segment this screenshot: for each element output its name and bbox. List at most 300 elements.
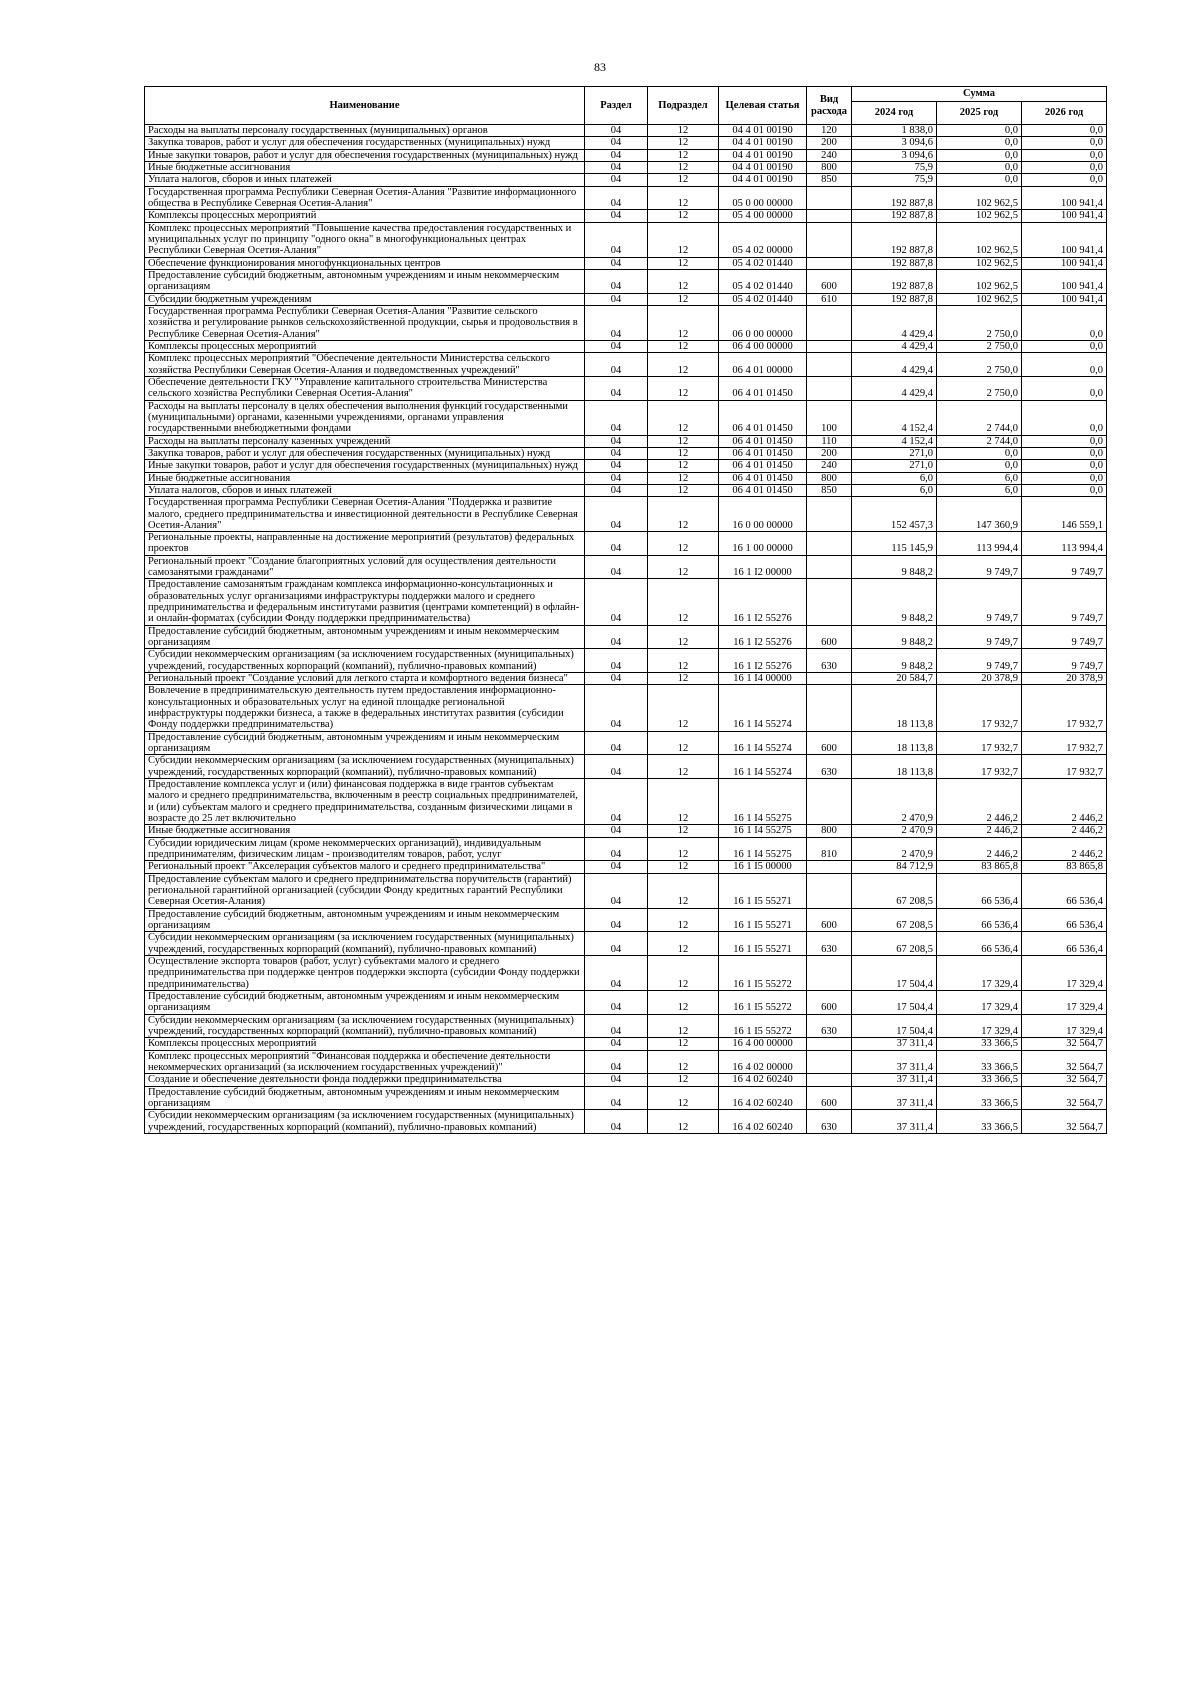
cell-vid-rashoda [807,955,852,990]
cell-2026: 0,0 [1022,353,1107,377]
cell-podrazdel: 12 [648,955,719,990]
cell-razdel: 04 [585,955,648,990]
cell-celevaya-statya: 16 4 02 60240 [719,1074,807,1086]
table-row [145,673,1107,685]
cell-celevaya-statya: 16 1 I2 55276 [719,649,807,673]
cell-celevaya-statya: 05 4 02 01440 [719,269,807,293]
cell-2026: 32 564,7 [1022,1074,1107,1086]
cell-vid-rashoda [807,305,852,340]
cell-vid-rashoda: 200 [807,447,852,459]
cell-2024: 18 113,8 [852,685,937,731]
cell-podrazdel: 12 [648,861,719,873]
cell-razdel: 04 [585,293,648,305]
cell-2024: 192 887,8 [852,293,937,305]
cell-2025: 66 536,4 [937,908,1022,932]
cell-podrazdel: 12 [648,990,719,1014]
cell-podrazdel: 12 [648,222,719,257]
cell-2025: 66 536,4 [937,932,1022,956]
cell-name: Обеспечение деятельности ГКУ "Управление капитального строительства Министерства сельского хозяйства Республики Северная Осетия-Алания" [145,376,585,400]
cell-razdel: 04 [585,305,648,340]
cell-vid-rashoda [807,873,852,908]
cell-celevaya-statya: 06 4 01 01450 [719,435,807,447]
cell-2024: 18 113,8 [852,731,937,755]
cell-name: Расходы на выплаты персоналу государственных (муниципальных) органов [145,125,585,137]
cell-podrazdel: 12 [648,673,719,685]
table-row [145,532,1107,556]
cell-podrazdel: 12 [648,400,719,435]
cell-2024: 75,9 [852,174,937,186]
cell-razdel: 04 [585,555,648,579]
table-row [145,837,1107,861]
cell-podrazdel: 12 [648,125,719,137]
cell-celevaya-statya: 16 1 I4 55275 [719,825,807,837]
cell-vid-rashoda [807,353,852,377]
cell-celevaya-statya: 05 0 00 00000 [719,186,807,210]
cell-razdel: 04 [585,125,648,137]
cell-2024: 17 504,4 [852,990,937,1014]
cell-celevaya-statya: 06 4 01 01450 [719,472,807,484]
cell-2026: 0,0 [1022,305,1107,340]
cell-podrazdel: 12 [648,257,719,269]
cell-2026: 0,0 [1022,460,1107,472]
cell-2025: 0,0 [937,460,1022,472]
cell-name: Иные закупки товаров, работ и услуг для обеспечения государственных (муниципальных) нужд [145,460,585,472]
cell-2026: 0,0 [1022,340,1107,352]
cell-2024: 192 887,8 [852,186,937,210]
cell-2025: 2 446,2 [937,779,1022,825]
table-row [145,932,1107,956]
cell-vid-rashoda: 600 [807,731,852,755]
cell-2026: 146 559,1 [1022,497,1107,532]
cell-celevaya-statya: 05 4 02 01440 [719,257,807,269]
cell-celevaya-statya: 16 1 I5 55272 [719,1014,807,1038]
cell-podrazdel: 12 [648,1074,719,1086]
cell-celevaya-statya: 16 1 I2 00000 [719,555,807,579]
cell-2026: 0,0 [1022,484,1107,496]
cell-2026: 20 378,9 [1022,673,1107,685]
cell-name: Предоставление субъектам малого и среднего предпринимательства поручительств (гарантий) региональной гарантийной организацией (субсидии Фонду кредитных гарантий Республики Северная Осетия-Алания) [145,873,585,908]
table-row [145,825,1107,837]
cell-2025: 2 750,0 [937,340,1022,352]
cell-vid-rashoda [807,555,852,579]
cell-vid-rashoda: 600 [807,990,852,1014]
cell-2024: 20 584,7 [852,673,937,685]
cell-name: Предоставление субсидий бюджетным, автономным учреждениям и иным некоммерческим организациям [145,731,585,755]
cell-vid-rashoda [807,1050,852,1074]
cell-2026: 0,0 [1022,125,1107,137]
cell-name: Региональный проект "Акселерация субъектов малого и среднего предпринимательства" [145,861,585,873]
cell-2026: 17 932,7 [1022,685,1107,731]
cell-name: Субсидии юридическим лицам (кроме некоммерческих организаций), индивидуальным предпринимателям, физическим лицам - производителям товаров, работ, услуг [145,837,585,861]
cell-2025: 33 366,5 [937,1110,1022,1134]
cell-name: Региональные проекты, направленные на достижение мероприятий (результатов) федеральных проектов [145,532,585,556]
cell-name: Государственная программа Республики Северная Осетия-Алания "Развитие сельского хозяйства и регулирование рынков сельскохозяйственной продукции, сырья и продовольствия в Республике Северная Осетия-Алания" [145,305,585,340]
table-row [145,779,1107,825]
table-row [145,497,1107,532]
cell-razdel: 04 [585,1038,648,1050]
cell-vid-rashoda [807,222,852,257]
cell-name: Предоставление субсидий бюджетным, автономным учреждениям и иным некоммерческим организациям [145,908,585,932]
cell-2024: 4 429,4 [852,353,937,377]
cell-celevaya-statya: 04 4 01 00190 [719,161,807,173]
cell-2024: 271,0 [852,460,937,472]
cell-podrazdel: 12 [648,825,719,837]
cell-2025: 2 750,0 [937,353,1022,377]
cell-2026: 32 564,7 [1022,1038,1107,1050]
cell-celevaya-statya: 16 1 I5 55272 [719,955,807,990]
cell-celevaya-statya: 16 1 I5 55272 [719,990,807,1014]
cell-2024: 75,9 [852,161,937,173]
cell-2025: 147 360,9 [937,497,1022,532]
cell-vid-rashoda: 240 [807,149,852,161]
cell-celevaya-statya: 06 4 01 01450 [719,400,807,435]
cell-celevaya-statya: 06 4 01 01450 [719,460,807,472]
cell-2025: 2 744,0 [937,435,1022,447]
cell-2026: 0,0 [1022,400,1107,435]
cell-name: Расходы на выплаты персоналу казенных учреждений [145,435,585,447]
cell-2024: 67 208,5 [852,932,937,956]
cell-vid-rashoda [807,1038,852,1050]
cell-podrazdel: 12 [648,460,719,472]
cell-razdel: 04 [585,1086,648,1110]
cell-vid-rashoda [807,532,852,556]
cell-2024: 2 470,9 [852,837,937,861]
cell-2025: 2 446,2 [937,825,1022,837]
table-row [145,861,1107,873]
cell-vid-rashoda: 610 [807,293,852,305]
cell-2025: 33 366,5 [937,1086,1022,1110]
cell-celevaya-statya: 16 1 I5 55271 [719,873,807,908]
cell-razdel: 04 [585,447,648,459]
cell-celevaya-statya: 16 0 00 00000 [719,497,807,532]
cell-razdel: 04 [585,137,648,149]
table-row [145,293,1107,305]
cell-podrazdel: 12 [648,353,719,377]
cell-podrazdel: 12 [648,873,719,908]
cell-name: Государственная программа Республики Северная Осетия-Алания "Поддержка и развитие малого, среднего предпринимательства и инвестиционной деятельности в Республике Северная Осетия-Алания" [145,497,585,532]
cell-razdel: 04 [585,376,648,400]
cell-celevaya-statya: 04 4 01 00190 [719,174,807,186]
cell-name: Комплекс процессных мероприятий "Финансовая поддержка и обеспечение деятельности некоммерческих организаций (за исключением государственных учреждений)" [145,1050,585,1074]
cell-celevaya-statya: 04 4 01 00190 [719,137,807,149]
cell-celevaya-statya: 04 4 01 00190 [719,125,807,137]
cell-2025: 9 749,7 [937,649,1022,673]
cell-name: Предоставление комплекса услуг и (или) финансовая поддержка в виде грантов субъектам малого и среднего предпринимательства, включенным в реестр социальных предпринимателей, и (или) субъектам малого и среднего предпринимательства, созданным физическими лицами в возрасте до 25 лет включительно [145,779,585,825]
cell-2026: 100 941,4 [1022,257,1107,269]
cell-razdel: 04 [585,186,648,210]
cell-celevaya-statya: 16 1 I5 00000 [719,861,807,873]
cell-2026: 0,0 [1022,161,1107,173]
cell-podrazdel: 12 [648,932,719,956]
cell-2025: 2 744,0 [937,400,1022,435]
cell-2024: 84 712,9 [852,861,937,873]
cell-2024: 271,0 [852,447,937,459]
cell-2024: 115 145,9 [852,532,937,556]
cell-2024: 4 429,4 [852,340,937,352]
cell-2024: 192 887,8 [852,222,937,257]
cell-2024: 9 848,2 [852,555,937,579]
cell-razdel: 04 [585,779,648,825]
cell-vid-rashoda: 630 [807,1014,852,1038]
cell-podrazdel: 12 [648,137,719,149]
table-row [145,400,1107,435]
table-row [145,472,1107,484]
cell-vid-rashoda [807,257,852,269]
cell-razdel: 04 [585,755,648,779]
cell-2025: 102 962,5 [937,210,1022,222]
cell-razdel: 04 [585,861,648,873]
cell-2024: 2 470,9 [852,779,937,825]
cell-razdel: 04 [585,269,648,293]
cell-2026: 100 941,4 [1022,222,1107,257]
cell-2026: 9 749,7 [1022,555,1107,579]
table-row [145,1110,1107,1134]
cell-vid-rashoda: 850 [807,484,852,496]
table-row [145,447,1107,459]
cell-2025: 33 366,5 [937,1050,1022,1074]
cell-podrazdel: 12 [648,731,719,755]
cell-podrazdel: 12 [648,625,719,649]
cell-razdel: 04 [585,579,648,625]
cell-razdel: 04 [585,1050,648,1074]
table-row [145,305,1107,340]
cell-podrazdel: 12 [648,1014,719,1038]
cell-2026: 17 329,4 [1022,990,1107,1014]
cell-vid-rashoda [807,1074,852,1086]
table-row [145,1050,1107,1074]
cell-2025: 83 865,8 [937,861,1022,873]
table-row [145,269,1107,293]
table-row [145,873,1107,908]
cell-2024: 6,0 [852,472,937,484]
cell-razdel: 04 [585,161,648,173]
cell-vid-rashoda: 600 [807,625,852,649]
cell-celevaya-statya: 16 1 I4 55275 [719,779,807,825]
cell-razdel: 04 [585,837,648,861]
cell-name: Предоставление субсидий бюджетным, автономным учреждениям и иным некоммерческим организациям [145,269,585,293]
header-summa: Сумма [852,87,1107,102]
cell-vid-rashoda [807,376,852,400]
cell-razdel: 04 [585,625,648,649]
cell-2026: 0,0 [1022,376,1107,400]
table-row [145,149,1107,161]
cell-2026: 0,0 [1022,174,1107,186]
cell-name: Субсидии некоммерческим организациям (за исключением государственных (муниципальных) учреждений, государственных корпораций (компаний), публично-правовых компаний) [145,1110,585,1134]
cell-name: Иные бюджетные ассигнования [145,161,585,173]
cell-vid-rashoda: 630 [807,1110,852,1134]
cell-vid-rashoda: 630 [807,755,852,779]
cell-name: Обеспечение функционирования многофункциональных центров [145,257,585,269]
table-row [145,755,1107,779]
cell-vid-rashoda: 600 [807,269,852,293]
cell-2025: 0,0 [937,125,1022,137]
table-row [145,376,1107,400]
cell-podrazdel: 12 [648,186,719,210]
cell-2024: 192 887,8 [852,210,937,222]
cell-razdel: 04 [585,497,648,532]
cell-vid-rashoda [807,340,852,352]
cell-celevaya-statya: 16 4 02 60240 [719,1086,807,1110]
cell-razdel: 04 [585,990,648,1014]
table-row [145,555,1107,579]
cell-vid-rashoda: 810 [807,837,852,861]
cell-razdel: 04 [585,222,648,257]
cell-2026: 2 446,2 [1022,779,1107,825]
cell-razdel: 04 [585,649,648,673]
table-row [145,579,1107,625]
cell-vid-rashoda [807,685,852,731]
cell-2026: 9 749,7 [1022,649,1107,673]
cell-2024: 17 504,4 [852,955,937,990]
cell-2024: 9 848,2 [852,625,937,649]
cell-name: Предоставление субсидий бюджетным, автономным учреждениям и иным некоммерческим организациям [145,1086,585,1110]
cell-2025: 0,0 [937,447,1022,459]
cell-2025: 102 962,5 [937,293,1022,305]
cell-podrazdel: 12 [648,1086,719,1110]
table-row [145,257,1107,269]
cell-podrazdel: 12 [648,837,719,861]
cell-name: Комплекс процессных мероприятий "Обеспечение деятельности Министерства сельского хозяйства Республики Северная Осетия-Алания и подведомственных учреждений" [145,353,585,377]
cell-2025: 102 962,5 [937,269,1022,293]
cell-2026: 0,0 [1022,435,1107,447]
budget-table [144,86,1107,1134]
cell-celevaya-statya: 05 4 00 00000 [719,210,807,222]
cell-celevaya-statya: 16 4 02 60240 [719,1110,807,1134]
cell-2025: 17 932,7 [937,755,1022,779]
cell-vid-rashoda: 800 [807,472,852,484]
page-number: 83 [594,60,606,74]
cell-podrazdel: 12 [648,649,719,673]
cell-2026: 0,0 [1022,137,1107,149]
cell-razdel: 04 [585,532,648,556]
cell-2025: 17 329,4 [937,990,1022,1014]
table-row [145,174,1107,186]
cell-podrazdel: 12 [648,908,719,932]
cell-2025: 33 366,5 [937,1038,1022,1050]
cell-2026: 9 749,7 [1022,579,1107,625]
table-row [145,1038,1107,1050]
cell-2024: 67 208,5 [852,908,937,932]
table-row [145,125,1107,137]
cell-vid-rashoda: 600 [807,908,852,932]
table-row [145,210,1107,222]
cell-name: Региональный проект "Создание благоприятных условий для осуществления деятельности самозанятыми гражданами" [145,555,585,579]
cell-razdel: 04 [585,1110,648,1134]
cell-vid-rashoda [807,497,852,532]
cell-podrazdel: 12 [648,579,719,625]
cell-podrazdel: 12 [648,779,719,825]
cell-2026: 100 941,4 [1022,210,1107,222]
cell-celevaya-statya: 16 1 I4 55274 [719,731,807,755]
cell-podrazdel: 12 [648,1110,719,1134]
cell-2024: 4 429,4 [852,305,937,340]
cell-2025: 102 962,5 [937,186,1022,210]
header-name: Наименование [145,87,585,125]
cell-name: Иные бюджетные ассигнования [145,472,585,484]
cell-celevaya-statya: 16 1 00 00000 [719,532,807,556]
cell-2024: 4 152,4 [852,400,937,435]
cell-2025: 2 446,2 [937,837,1022,861]
cell-razdel: 04 [585,908,648,932]
cell-razdel: 04 [585,825,648,837]
cell-vid-rashoda: 630 [807,649,852,673]
header-2025: 2025 год [937,102,1022,125]
cell-razdel: 04 [585,873,648,908]
cell-2024: 17 504,4 [852,1014,937,1038]
cell-2025: 17 329,4 [937,955,1022,990]
cell-razdel: 04 [585,673,648,685]
cell-vid-rashoda [807,579,852,625]
cell-podrazdel: 12 [648,447,719,459]
cell-celevaya-statya: 06 4 01 00000 [719,353,807,377]
cell-2024: 67 208,5 [852,873,937,908]
cell-2024: 192 887,8 [852,269,937,293]
cell-podrazdel: 12 [648,484,719,496]
cell-2026: 0,0 [1022,447,1107,459]
cell-2025: 33 366,5 [937,1074,1022,1086]
cell-podrazdel: 12 [648,685,719,731]
cell-podrazdel: 12 [648,555,719,579]
cell-vid-rashoda: 800 [807,161,852,173]
table-row [145,222,1107,257]
table-row [145,435,1107,447]
cell-2026: 0,0 [1022,149,1107,161]
cell-name: Субсидии бюджетным учреждениям [145,293,585,305]
cell-2026: 32 564,7 [1022,1050,1107,1074]
cell-name: Комплексы процессных мероприятий [145,210,585,222]
table-row [145,161,1107,173]
cell-vid-rashoda [807,779,852,825]
cell-2025: 20 378,9 [937,673,1022,685]
cell-podrazdel: 12 [648,1050,719,1074]
cell-vid-rashoda [807,210,852,222]
cell-celevaya-statya: 16 1 I4 55275 [719,837,807,861]
cell-celevaya-statya: 05 4 02 01440 [719,293,807,305]
cell-razdel: 04 [585,484,648,496]
cell-celevaya-statya: 16 4 00 00000 [719,1038,807,1050]
cell-celevaya-statya: 16 1 I4 55274 [719,685,807,731]
table-row [145,1014,1107,1038]
cell-vid-rashoda: 100 [807,400,852,435]
cell-2025: 102 962,5 [937,222,1022,257]
cell-2025: 0,0 [937,137,1022,149]
cell-celevaya-statya: 16 1 I2 55276 [719,625,807,649]
cell-vid-rashoda: 800 [807,825,852,837]
cell-razdel: 04 [585,1074,648,1086]
cell-2024: 37 311,4 [852,1086,937,1110]
cell-name: Уплата налогов, сборов и иных платежей [145,174,585,186]
cell-vid-rashoda: 600 [807,1086,852,1110]
cell-2026: 17 932,7 [1022,755,1107,779]
cell-podrazdel: 12 [648,1038,719,1050]
cell-vid-rashoda: 200 [807,137,852,149]
cell-vid-rashoda [807,673,852,685]
cell-vid-rashoda: 850 [807,174,852,186]
table-row [145,460,1107,472]
cell-2026: 100 941,4 [1022,269,1107,293]
cell-2024: 3 094,6 [852,137,937,149]
table-row [145,1086,1107,1110]
cell-razdel: 04 [585,210,648,222]
cell-vid-rashoda: 630 [807,932,852,956]
cell-2024: 6,0 [852,484,937,496]
cell-celevaya-statya: 06 4 01 01450 [719,484,807,496]
cell-2025: 17 932,7 [937,731,1022,755]
cell-name: Предоставление субсидий бюджетным, автономным учреждениям и иным некоммерческим организациям [145,990,585,1014]
cell-2026: 66 536,4 [1022,932,1107,956]
cell-razdel: 04 [585,353,648,377]
table-row [145,353,1107,377]
